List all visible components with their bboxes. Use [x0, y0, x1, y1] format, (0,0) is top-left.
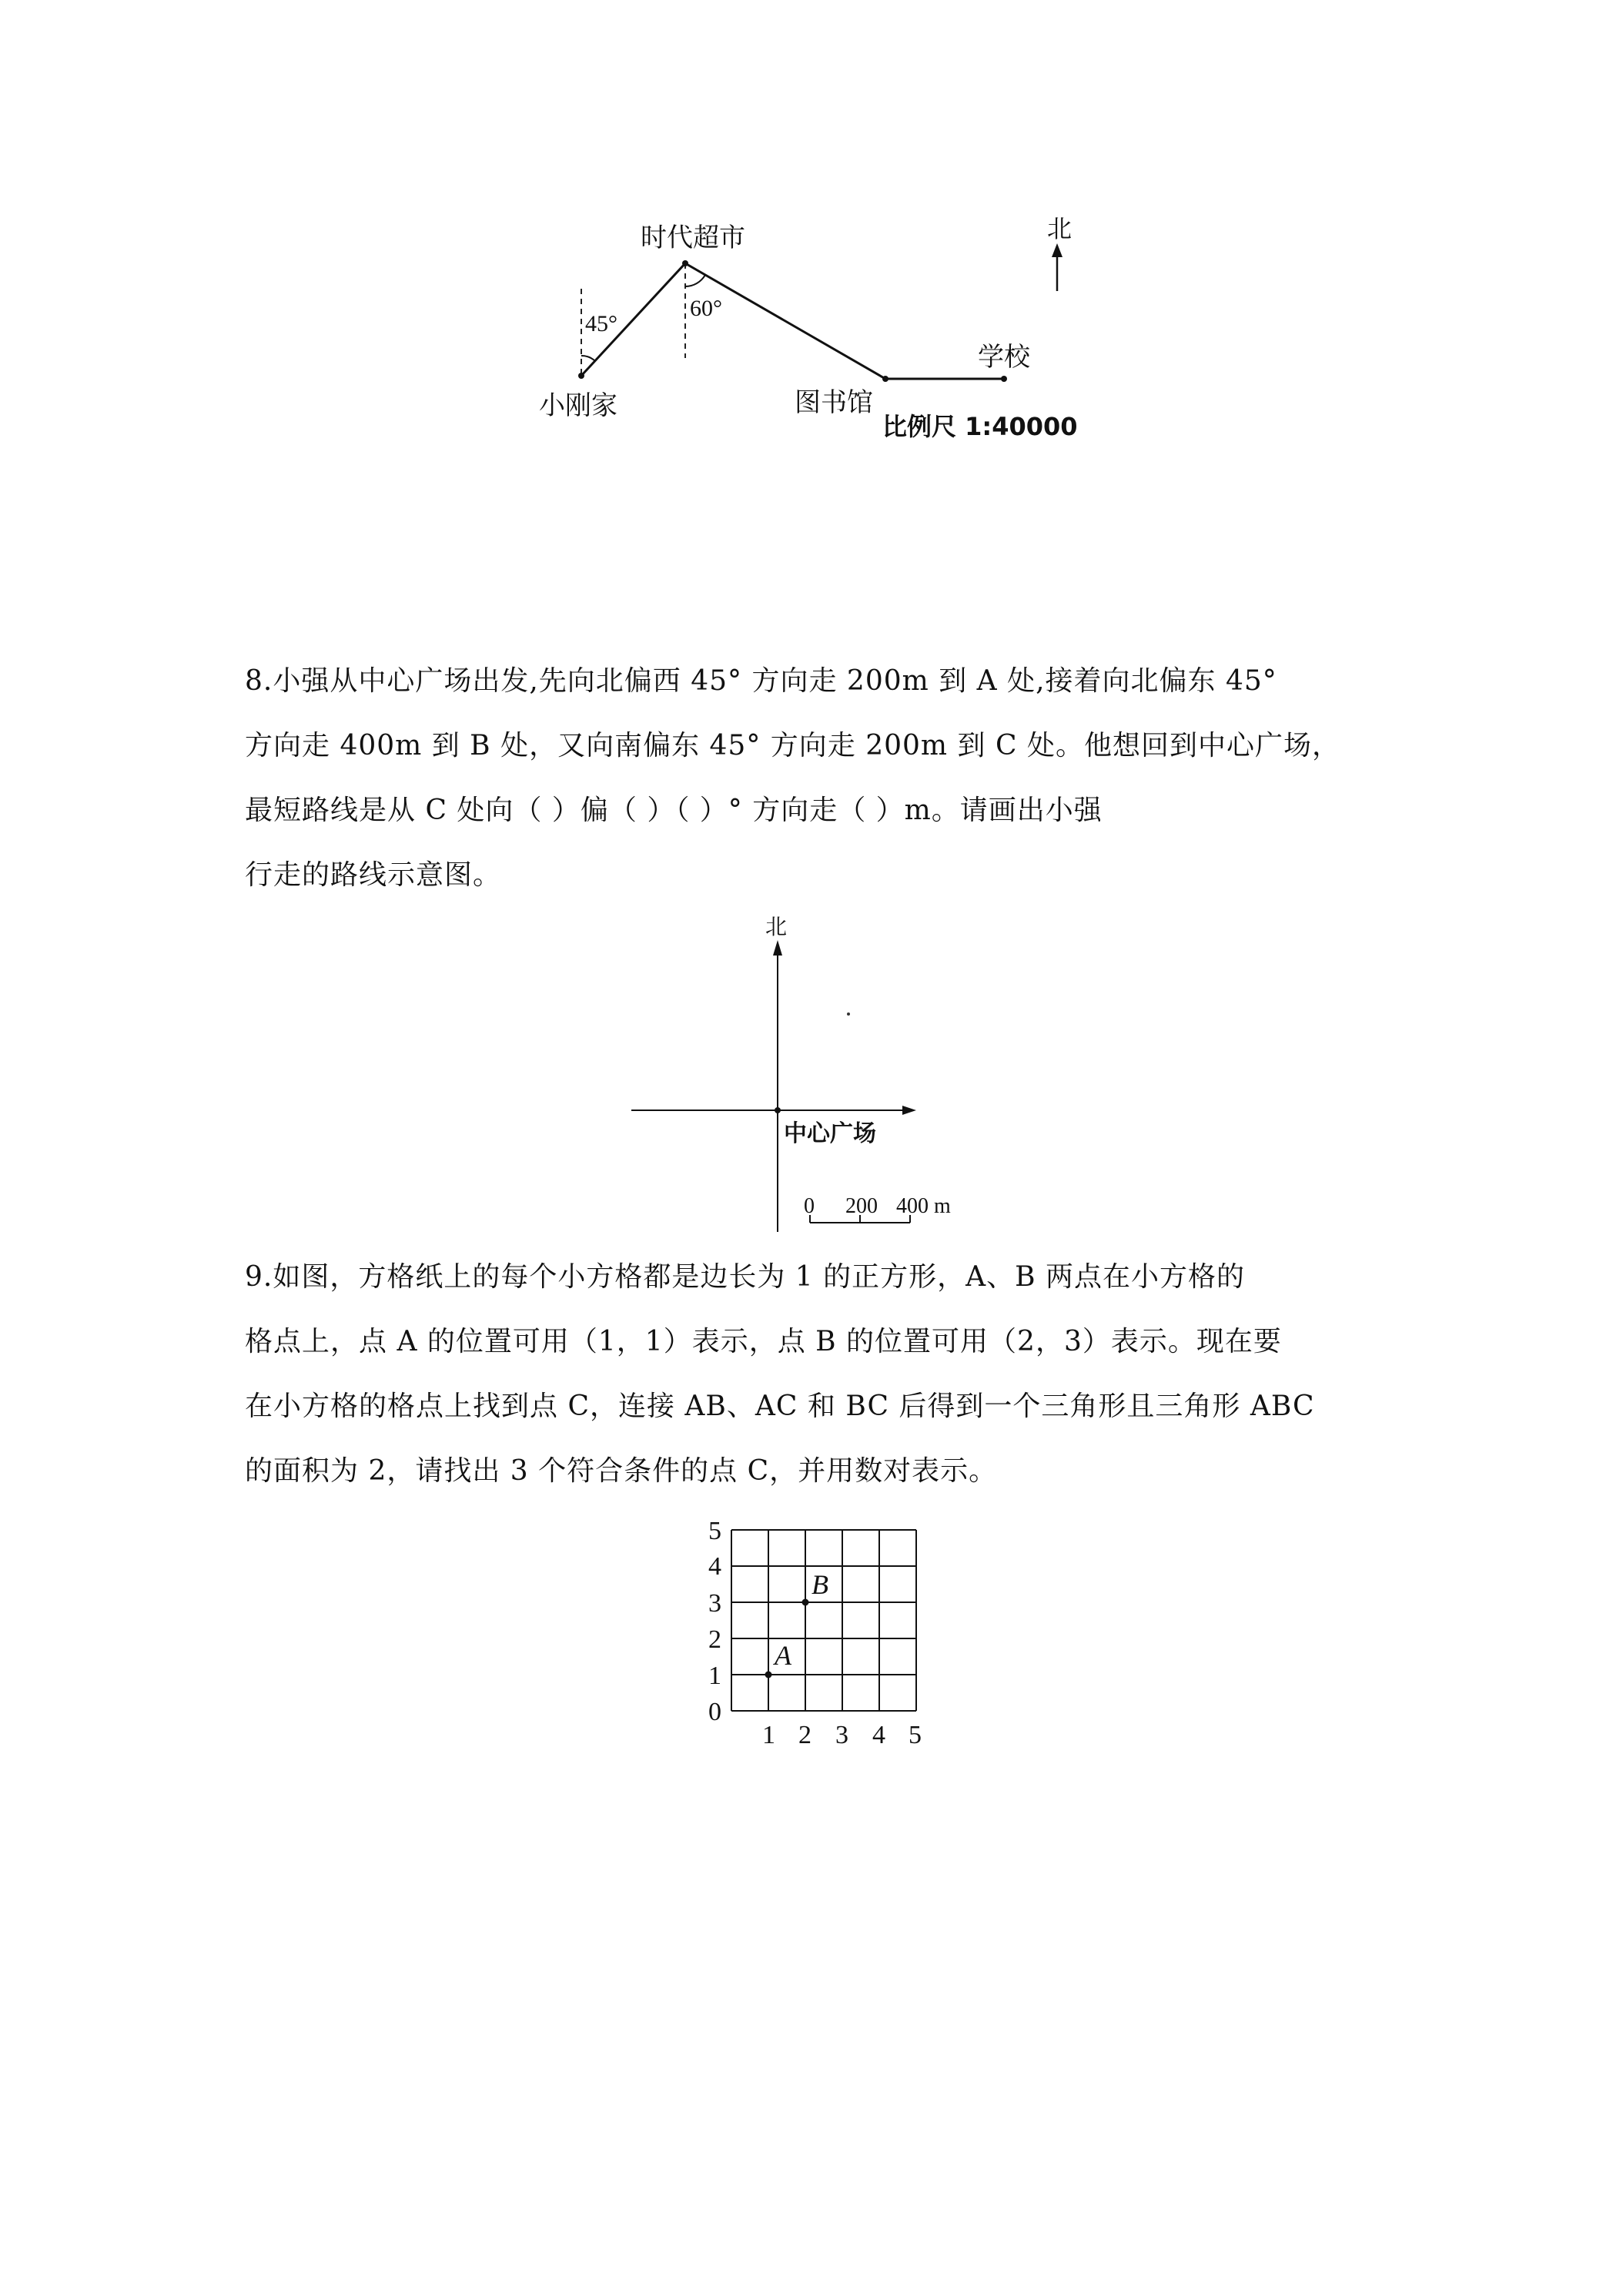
school-point	[1001, 376, 1007, 382]
question-8-line: 8.小强从中心广场出发,先向北偏西 45° 方向走 200m 到 A 处,接着向北偏东 45°	[245, 665, 1277, 697]
route-map-figure	[500, 208, 1116, 462]
x-tick-label: 4	[872, 1721, 885, 1749]
supermarket-angle-label: 60°	[690, 296, 722, 321]
y-tick-label: 4	[708, 1552, 721, 1581]
scale-tick-label: 400 m	[896, 1194, 951, 1218]
square-grid-figure	[693, 1505, 955, 1759]
north-arrow	[1052, 243, 1062, 291]
supermarket-angle-arc	[685, 275, 705, 286]
question-9-line: 在小方格的格点上找到点 C，连接 AB、AC 和 BC 后得到一个三角形且三角形 ABC	[245, 1391, 1315, 1422]
supermarket-label: 时代超市	[641, 223, 745, 253]
center-square-label: 中心广场	[784, 1120, 876, 1147]
question-9-line: 的面积为 2，请找出 3 个符合条件的点 C，并用数对表示。	[245, 1455, 998, 1487]
home-label: 小刚家	[539, 390, 617, 421]
question-9	[245, 1245, 1384, 1504]
north-label: 北	[1047, 214, 1073, 243]
library-point	[882, 376, 888, 382]
center-square-point	[775, 1107, 781, 1113]
y-tick-label: 0	[708, 1698, 721, 1726]
y-tick-label: 5	[708, 1517, 721, 1545]
x-tick-label: 5	[909, 1721, 922, 1749]
x-tick-label: 3	[835, 1721, 848, 1749]
stray-dot	[847, 1012, 850, 1016]
question-8-line: 方向走 400m 到 B 处，又向南偏东 45° 方向走 200m 到 C 处。他想回到中心广场，	[245, 730, 1340, 761]
point-a-label: A	[775, 1640, 791, 1671]
scale-tick-label: 200	[845, 1194, 878, 1218]
point-a	[765, 1672, 772, 1678]
home-angle-label: 45°	[585, 311, 617, 336]
x-tick-label: 1	[762, 1721, 775, 1749]
library-label: 图书馆	[795, 387, 873, 418]
y-tick-label: 2	[708, 1625, 721, 1654]
axis-north-label: 北	[765, 914, 788, 939]
point-b	[802, 1599, 809, 1606]
north-arrowhead	[773, 940, 782, 956]
scale-label: 比例尺 1:40000	[882, 412, 1078, 441]
y-tick-label: 3	[708, 1589, 721, 1618]
y-tick-label: 1	[708, 1662, 721, 1690]
question-8	[245, 649, 1384, 908]
home-point	[578, 373, 584, 379]
home-angle-arc	[581, 356, 595, 361]
school-label: 学校	[978, 342, 1030, 373]
grid-lines	[731, 1530, 916, 1711]
route-line	[581, 263, 1004, 379]
scale-tick-label: 0	[804, 1194, 815, 1218]
question-9-line: 9.如图，方格纸上的每个小方格都是边长为 1 的正方形，A、B 两点在小方格的	[245, 1261, 1246, 1293]
question-8-line: 最短路线是从 C 处向（ ）偏（ ）（ ）° 方向走（ ）m。请画出小强	[245, 795, 1103, 826]
question-9-line: 格点上，点 A 的位置可用（1，1）表示，点 B 的位置可用（2，3）表示。现在要	[245, 1326, 1282, 1357]
x-tick-label: 2	[798, 1721, 812, 1749]
east-arrowhead	[902, 1106, 916, 1115]
point-b-label: B	[812, 1569, 828, 1600]
center-square-axes-figure	[631, 912, 1001, 1236]
question-8-line: 行走的路线示意图。	[245, 859, 502, 891]
supermarket-point	[682, 260, 688, 266]
